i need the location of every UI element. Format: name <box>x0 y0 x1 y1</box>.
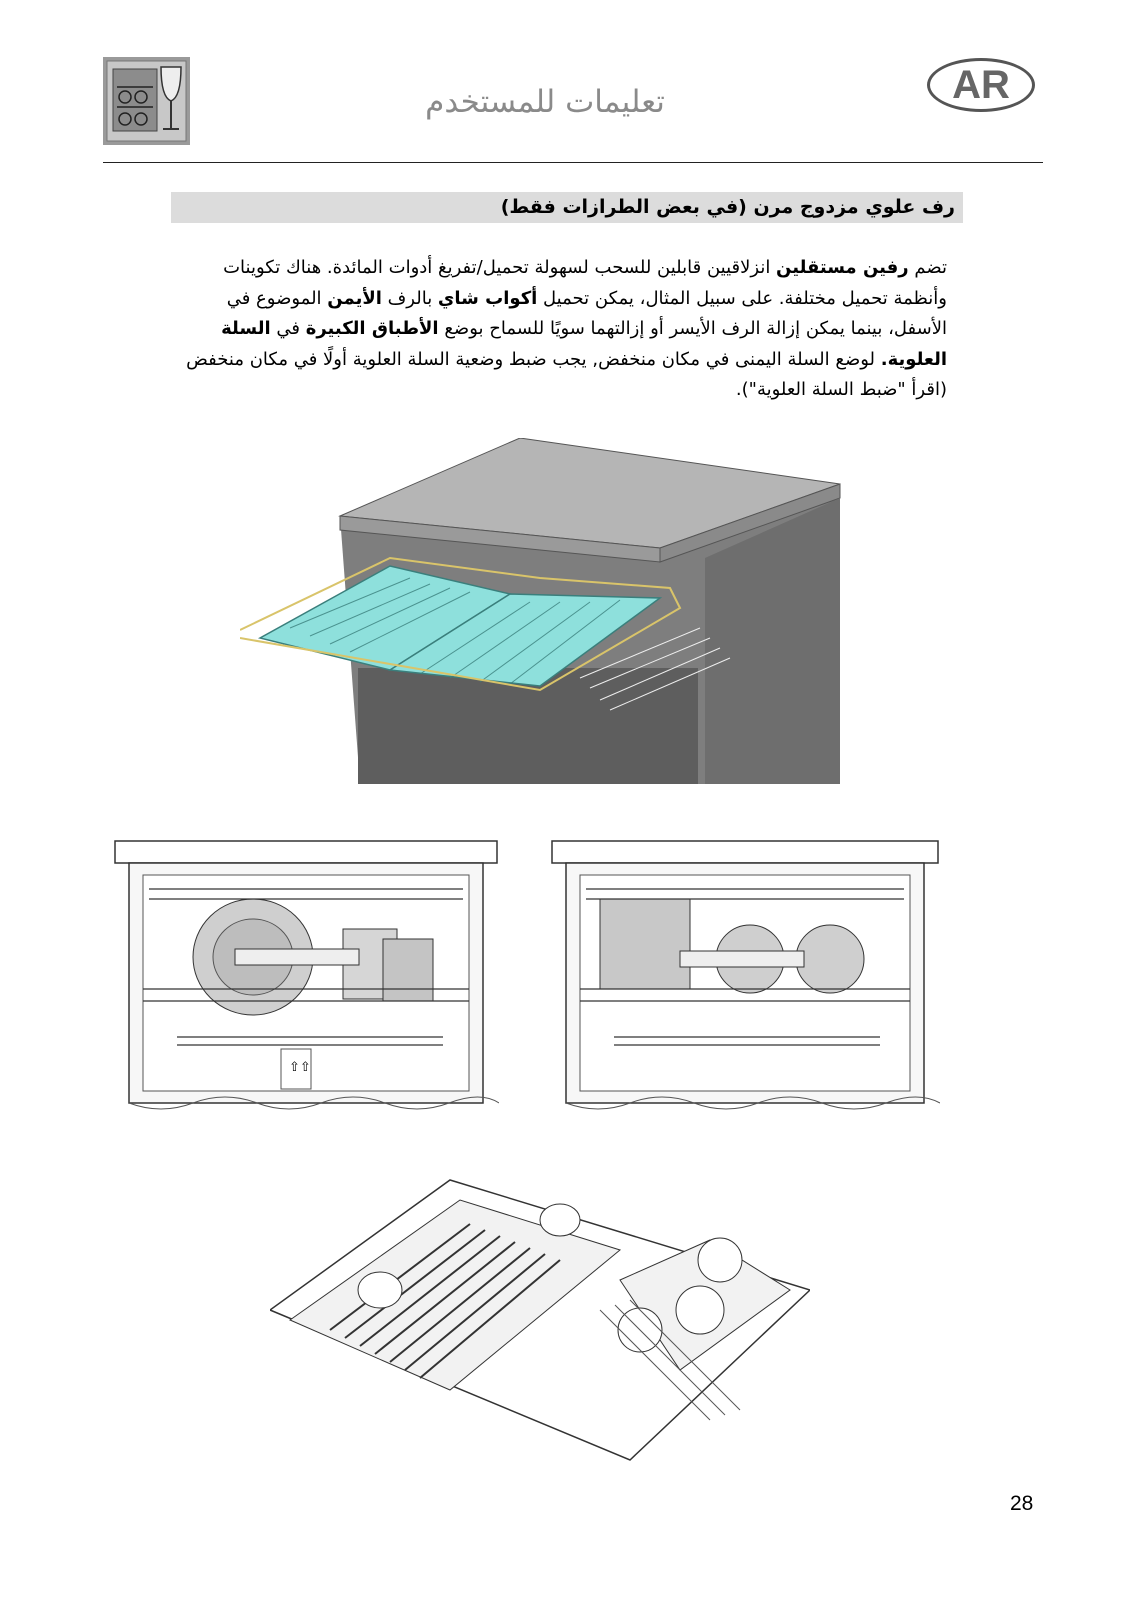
body-segment: بالرف <box>381 287 438 309</box>
body-segment: انزلاقيين قابلين للسحب لسهولة تحميل/تفريغ أدوات المائدة. هناك تكوينات وأنظمة تحميل مختلفة. على سبيل المثال، يمكن تحميل <box>223 257 947 309</box>
body-segment-bold: رفين مستقلين <box>776 257 909 278</box>
header-divider <box>103 162 1043 163</box>
front-view-right-illustration <box>550 839 940 1121</box>
dishwasher-logo-icon <box>103 57 190 145</box>
loaded-racks-illustration <box>270 1160 810 1470</box>
front-view-left-illustration <box>113 839 499 1121</box>
arrow-label: ⇧⇧ <box>289 1060 311 1075</box>
body-segment: لوضع السلة اليمنى في مكان منخفض, يجب ضبط وضعية السلة العلوية أولًا في مكان منخفض (اقرأ "ضبط السلة العلوية"). <box>186 348 947 400</box>
header-title: تعليمات للمستخدم <box>425 84 665 120</box>
body-segment: في <box>270 318 306 339</box>
body-segment-bold: الأيمن <box>327 287 382 309</box>
dishwasher-rack-illustration <box>240 438 850 784</box>
body-segment: تضم <box>908 257 947 278</box>
body-segment-bold: السلة العلوية. <box>221 318 947 370</box>
page-number: 28 <box>1010 1492 1034 1515</box>
body-segment-bold: أكواب شاي <box>437 287 538 309</box>
body-segment-bold: الأطباق الكبيرة <box>305 318 439 339</box>
language-badge: AR <box>927 58 1035 112</box>
section-heading: رف علوي مزدوج مرن (في بعض الطرازات فقط) <box>171 192 963 223</box>
body-segment: الموضوع في الأسفل، بينما يمكن إزالة الرف الأيسر أو إزالتهما سويًا للسماح بوضع <box>226 287 947 339</box>
body-paragraph <box>171 253 947 406</box>
